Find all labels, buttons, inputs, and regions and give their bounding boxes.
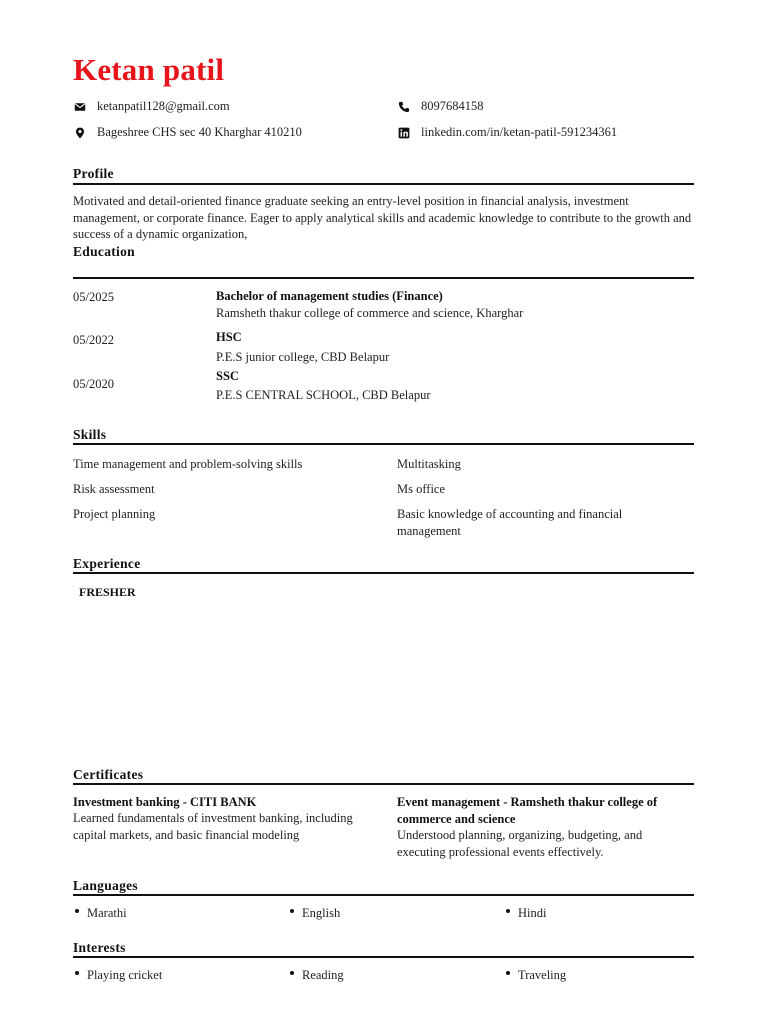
bullet-icon bbox=[75, 909, 79, 913]
profile-text: Motivated and detail-oriented finance graduate seeking an entry-level position in financial analysis, investment management, or corporate finance. Eager to apply analytical skills and academic knowledge to contribute to the growth and success of a dynamic organization, bbox=[73, 194, 692, 241]
linkedin-icon bbox=[397, 126, 411, 140]
certificate-name: Event management - Ramsheth thakur college of commerce and science bbox=[397, 795, 658, 826]
skills-rule bbox=[73, 443, 694, 445]
address-text: Bageshree CHS sec 40 Kharghar 410210 bbox=[97, 125, 302, 139]
certificate-name: Investment banking - CITI BANK bbox=[73, 795, 257, 809]
bullet-icon bbox=[506, 971, 510, 975]
linkedin-text: linkedin.com/in/ketan-patil-591234361 bbox=[421, 125, 618, 139]
certificates-rule bbox=[73, 783, 694, 785]
language-item: English bbox=[290, 906, 340, 921]
education-date: 05/2025 bbox=[73, 290, 114, 304]
education-heading: Education bbox=[73, 244, 135, 259]
skill-item: Multitasking bbox=[397, 457, 461, 471]
education-degree: Bachelor of management studies (Finance) bbox=[216, 289, 443, 303]
candidate-name: Ketan patil bbox=[73, 52, 225, 87]
education-degree: HSC bbox=[216, 330, 242, 344]
certificate-desc: Learned fundamentals of investment banking, including capital markets, and basic financial modeling bbox=[73, 811, 353, 842]
bullet-icon bbox=[75, 971, 79, 975]
bullet-icon bbox=[290, 909, 294, 913]
contact-linkedin[interactable] bbox=[397, 125, 617, 140]
interest-item: Traveling bbox=[506, 968, 566, 983]
interest-item: Playing cricket bbox=[75, 968, 162, 983]
interests-rule bbox=[73, 956, 694, 958]
email-text: ketanpatil128@gmail.com bbox=[97, 99, 230, 113]
phone-icon bbox=[397, 100, 411, 114]
experience-text: FRESHER bbox=[79, 585, 136, 599]
skill-item: Time management and problem-solving skills bbox=[73, 457, 303, 471]
profile-heading: Profile bbox=[73, 166, 114, 181]
interest-item: Reading bbox=[290, 968, 344, 983]
experience-heading: Experience bbox=[73, 556, 141, 571]
education-school: P.E.S junior college, CBD Belapur bbox=[216, 350, 390, 364]
experience-rule bbox=[73, 572, 694, 574]
envelope-icon bbox=[73, 100, 87, 114]
bullet-icon bbox=[506, 909, 510, 913]
education-school: Ramsheth thakur college of commerce and science, Kharghar bbox=[216, 306, 524, 320]
skill-item: Risk assessment bbox=[73, 482, 155, 496]
language-item: Hindi bbox=[506, 906, 546, 921]
interests-heading: Interests bbox=[73, 940, 126, 955]
bullet-icon bbox=[290, 971, 294, 975]
education-date: 05/2020 bbox=[73, 377, 114, 391]
skill-item: Ms office bbox=[397, 482, 446, 496]
languages-heading: Languages bbox=[73, 878, 138, 893]
language-item: Marathi bbox=[75, 906, 127, 921]
skills-heading: Skills bbox=[73, 427, 107, 442]
phone-text: 8097684158 bbox=[421, 99, 484, 113]
certificate-desc: Understood planning, organizing, budgeting, and executing professional events effectively. bbox=[397, 828, 643, 859]
education-date: 05/2022 bbox=[73, 333, 114, 347]
contact-address bbox=[73, 125, 302, 140]
education-rule bbox=[73, 277, 694, 279]
profile-rule bbox=[73, 183, 694, 185]
education-school: P.E.S CENTRAL SCHOOL, CBD Belapur bbox=[216, 388, 431, 402]
languages-rule bbox=[73, 894, 694, 896]
education-degree: SSC bbox=[216, 369, 239, 383]
contact-phone[interactable] bbox=[397, 99, 484, 114]
skill-item: Project planning bbox=[73, 507, 156, 521]
skill-item: Basic knowledge of accounting and financial management bbox=[397, 507, 623, 538]
certificates-heading: Certificates bbox=[73, 767, 144, 782]
location-pin-icon bbox=[73, 126, 87, 140]
contact-email[interactable] bbox=[73, 99, 230, 114]
